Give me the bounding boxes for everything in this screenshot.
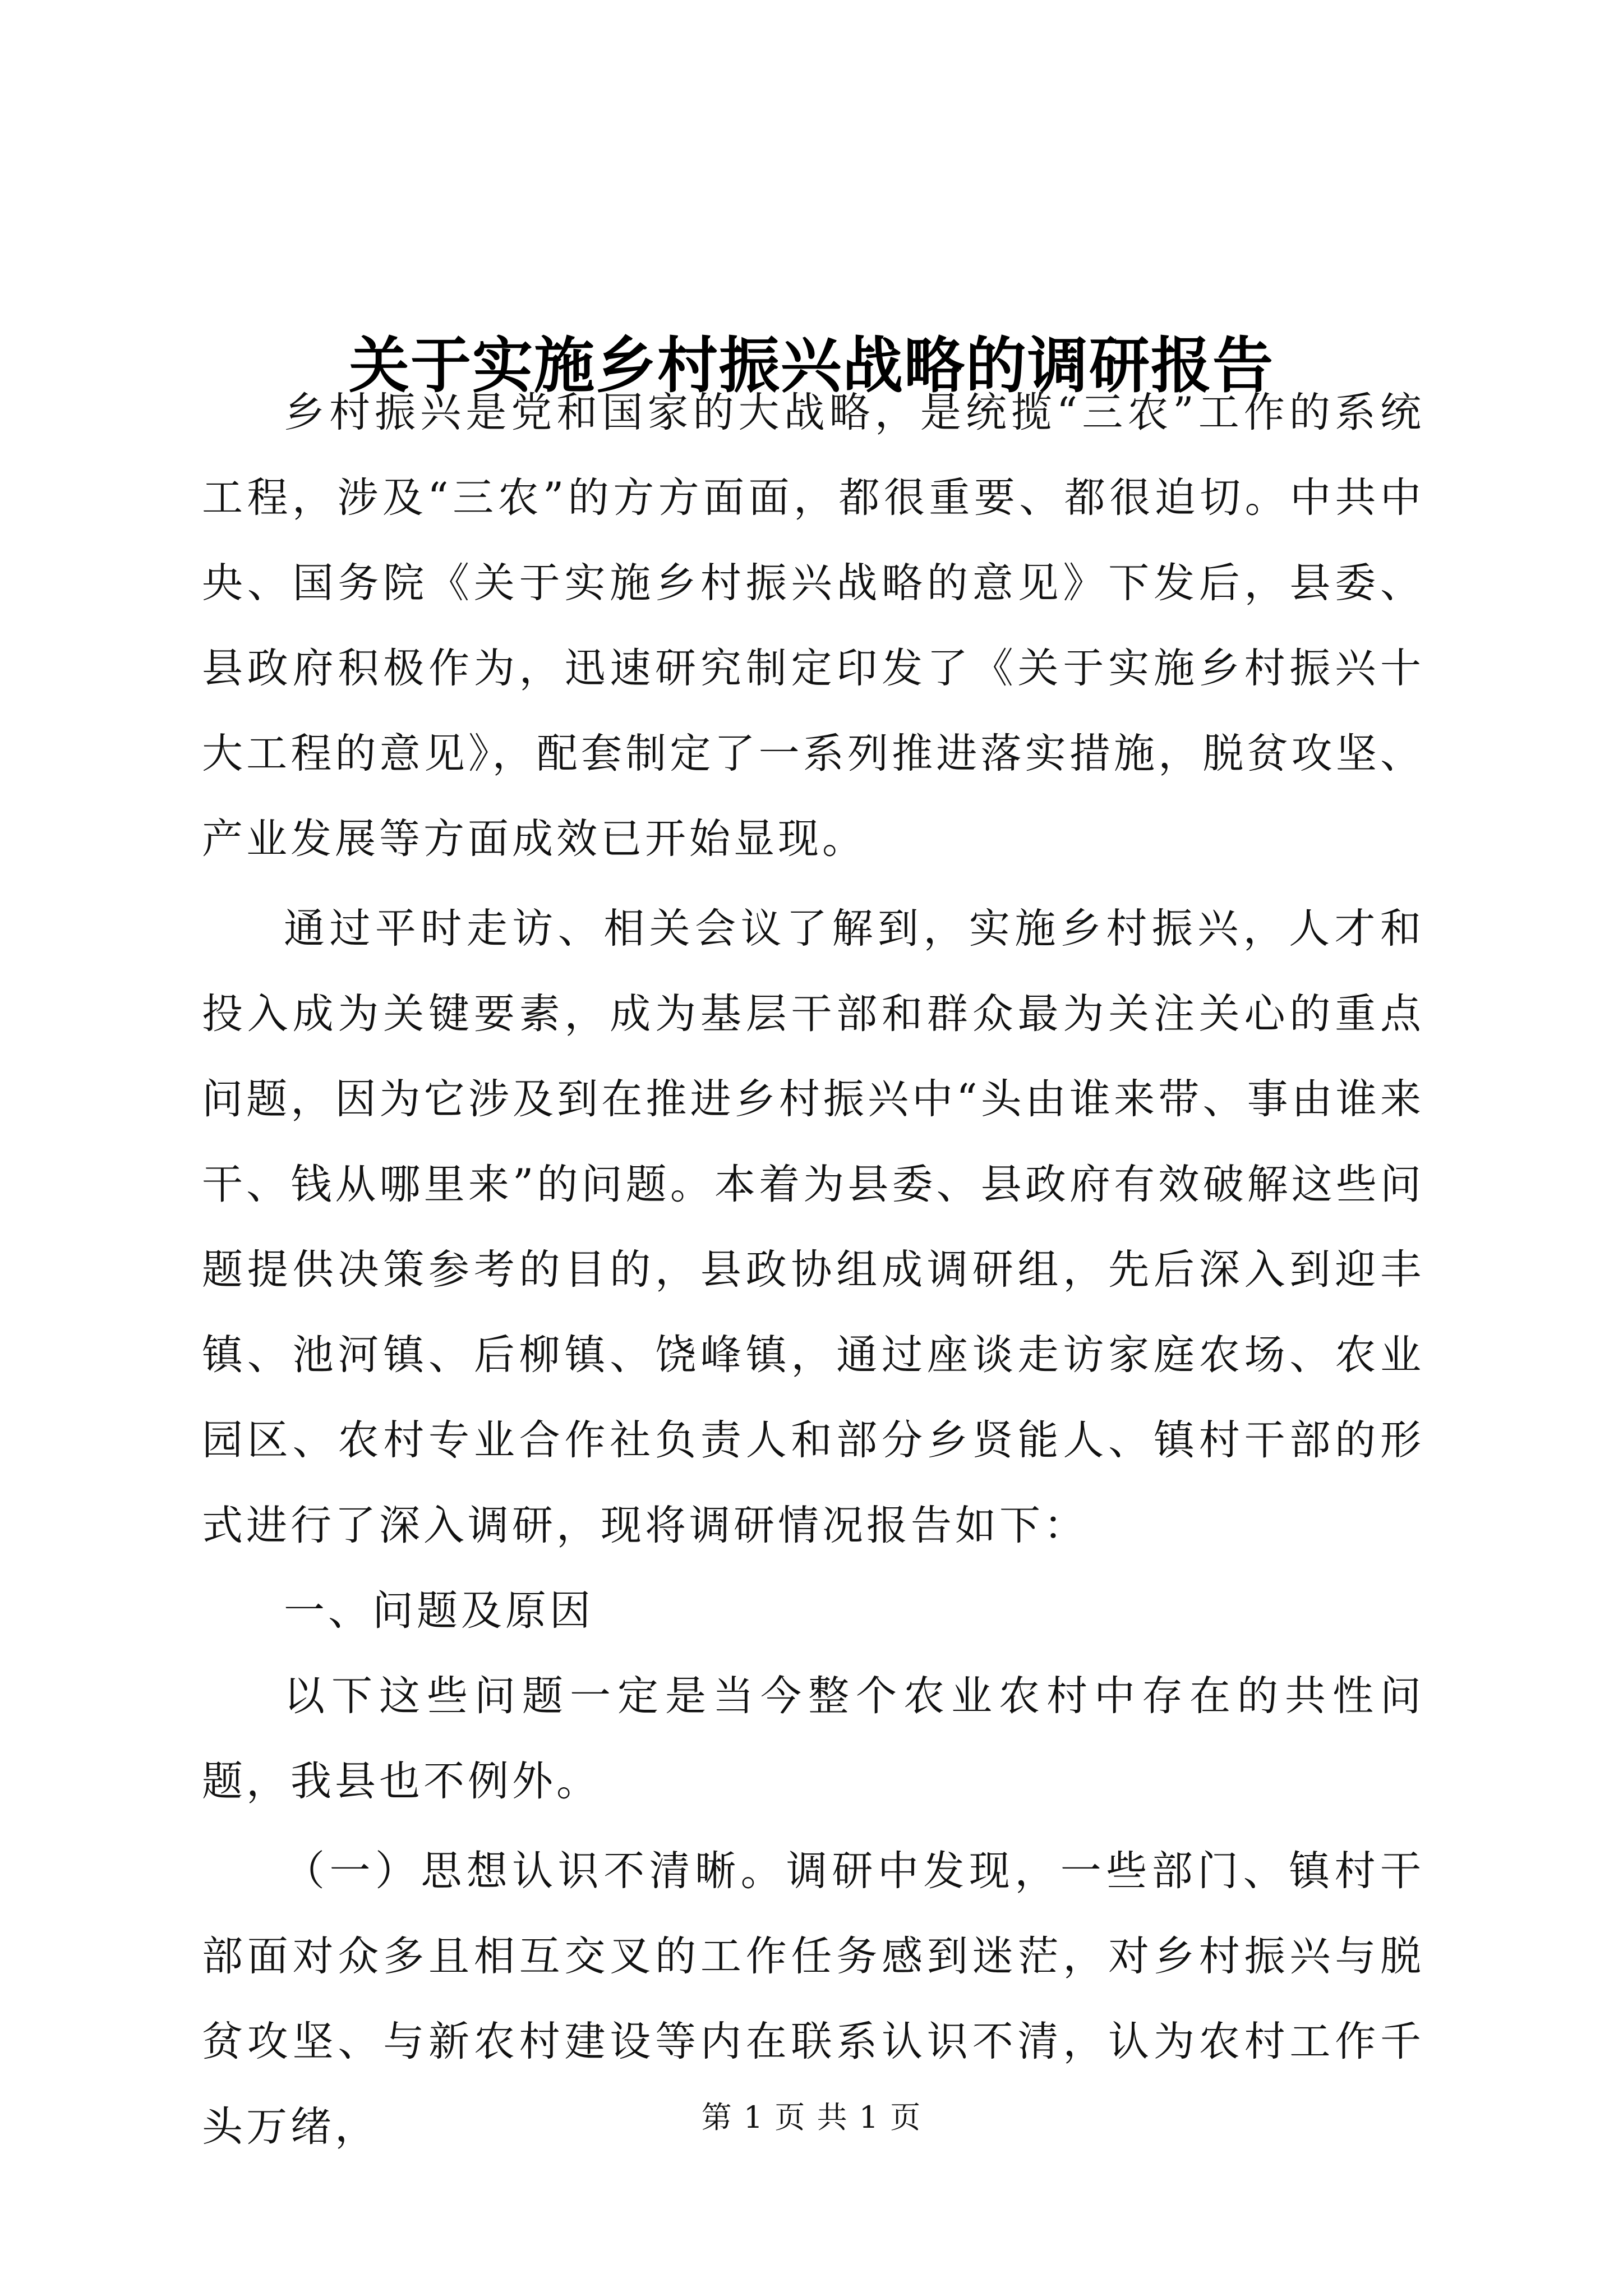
page-number: 第 1 页 共 1 页 <box>701 2100 922 2135</box>
paragraph-subsection-one: （一）思想认识不清晰。调研中发现，一些部门、镇村干部面对众多且相互交叉的工作任务感到迷茫，对乡村振兴与脱贫攻坚、与新农村建设等内在联系认识不清，认为农村工作千头万绪， <box>202 1847 1424 2151</box>
paragraph-common-issues: 以下这些问题一定是当今整个农业农村中存在的共性问题，我县也不例外。 <box>202 1672 1424 1805</box>
document-body <box>202 370 1424 2170</box>
section-heading: 一、问题及原因 <box>284 1587 594 1635</box>
document-title: 关于实施乡村振兴战略的调研报告 <box>348 330 1274 402</box>
paragraph-research: 通过平时走访、相关会议了解到，实施乡村振兴，人才和投入成为关键要素，成为基层干部和群众最为关注关心的重点问题，因为它涉及到在推进乡村振兴中“头由谁来带、事由谁来干、钱从哪里来”的问题。本着为县委、县政府有效破解这些问题提供决策参考的目的，县政协组成调研组，先后深入到迎丰镇、池河镇、后柳镇、饶峰镇，通过座谈走访家庭农场、农业园区、农村专业合作社负责人和部分乡贤能人、镇村干部的形式进行了深入调研，现将调研情况报告如下： <box>202 905 1424 1549</box>
paragraph-intro: 乡村振兴是党和国家的大战略，是统揽“三农”工作的系统工程，涉及“三农”的方方面面，都很重要、都很迫切。中共中央、国务院《关于实施乡村振兴战略的意见》下发后，县委、县政府积极作为，迅速研究制定印发了《关于实施乡村振兴十大工程的意见》，配套制定了一系列推进落实措施，脱贫攻坚、产业发展等方面成效已开始显现。 <box>202 389 1424 863</box>
